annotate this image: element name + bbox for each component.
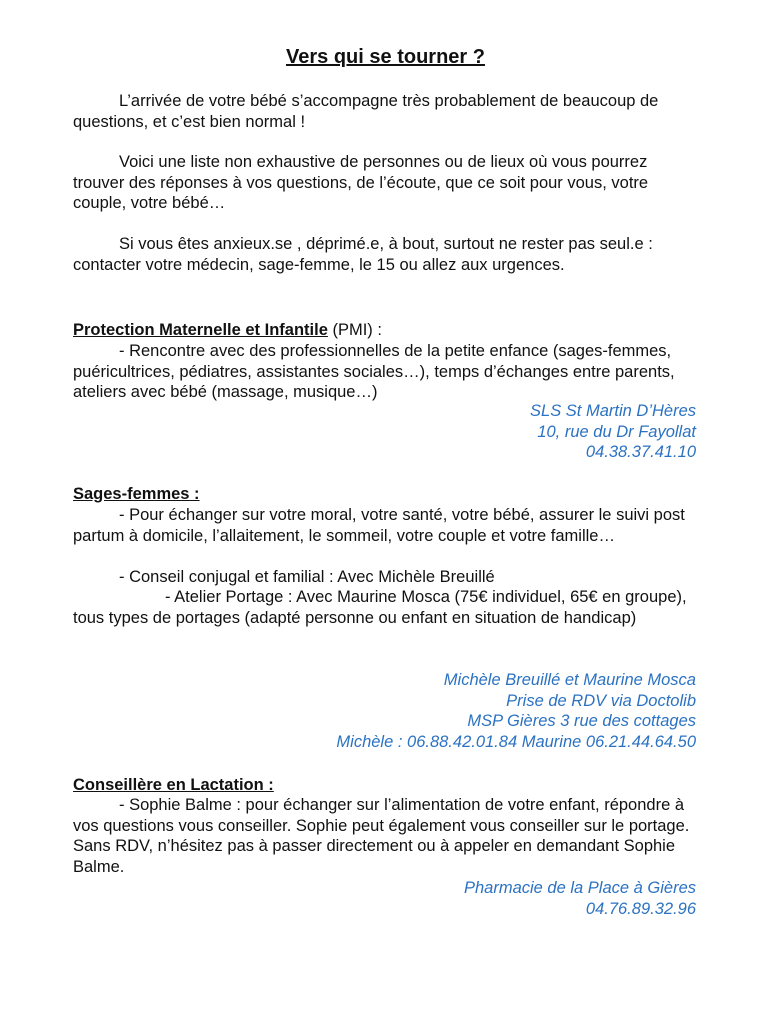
pmi-contact-name: SLS St Martin D’Hères <box>530 402 696 420</box>
sages-femmes-item-1: - Pour échanger sur votre moral, votre santé, votre bébé, assurer le suivi post partum à domicile, l’allaitement, le sommeil, votre couple et votre famille… <box>73 506 685 545</box>
lactation-contact-place: Pharmacie de la Place à Gières <box>463 879 696 897</box>
sages-femmes-contact-booking: Prise de RDV via Doctolib <box>506 691 696 710</box>
page-title: Vers qui se tourner ? <box>286 46 485 68</box>
sages-femmes-heading <box>73 484 698 505</box>
sages-femmes-contact-phones: Michèle : 06.88.42.01.84 Maurine 06.21.44.64.50 <box>336 732 696 751</box>
sages-femmes-contact-address: MSP Gières 3 rue des cottages <box>467 712 696 730</box>
lactation-contact-phone: 04.76.89.32.96 <box>585 899 696 918</box>
intro-paragraph-3: Si vous êtes anxieux.se , déprimé.e, à bout, surtout ne rester pas seul.e : contacter votre médecin, sage-femme, le 15 ou allez aux urgences. <box>73 235 653 274</box>
lactation-heading <box>73 775 698 796</box>
sages-femmes-heading-title: Sages-femmes : <box>73 485 200 503</box>
sages-femmes-contact-names: Michèle Breuillé et Maurine Mosca <box>443 671 696 689</box>
lactation-contact <box>464 878 696 919</box>
pmi-contact-phone: 04.38.37.41.10 <box>585 443 696 461</box>
pmi-heading-title: Protection Maternelle et Infantile <box>73 321 328 339</box>
intro-paragraph-2: Voici une liste non exhaustive de personnes ou de lieux où vous pourrez trouver des réponses à vos questions, de l’écoute, que ce soit pour vous, votre couple, votre bébé… <box>73 153 649 212</box>
pmi-item: - Rencontre avec des professionnelles de la petite enfance (sages-femmes, puéricultrices, pédiatres, assistantes sociales…), temps d’échanges entre parents, ateliers avec bébé (massage, musique…) <box>73 342 675 401</box>
sages-femmes-item-3: - Atelier Portage : Avec Maurine Mosca (75€ individuel, 65€ en groupe), tous types de portages (adapté personne ou enfant en situation de handicap) <box>73 588 687 627</box>
pmi-contact-address: 10, rue du Dr Fayollat <box>537 422 696 441</box>
sages-femmes-item-2: - Conseil conjugal et familial : Avec Michèle Breuillé <box>119 568 495 586</box>
pmi-heading <box>73 320 698 341</box>
intro-paragraph-1: L’arrivée de votre bébé s’accompagne très probablement de beaucoup de questions, et c’est bien normal ! <box>73 92 659 131</box>
pmi-heading-suffix: (PMI) : <box>327 321 382 339</box>
lactation-heading-title: Conseillère en Lactation : <box>73 776 274 794</box>
pmi-contact <box>530 401 696 463</box>
sages-femmes-contact <box>336 670 696 752</box>
lactation-item: - Sophie Balme : pour échanger sur l’alimentation de votre enfant, répondre à vos questions vous conseiller. Sophie peut également vous conseiller sur le portage. Sans RDV, n’hésitez pas à passer directement ou à appeler en demandant Sophie Balme. <box>73 796 690 876</box>
